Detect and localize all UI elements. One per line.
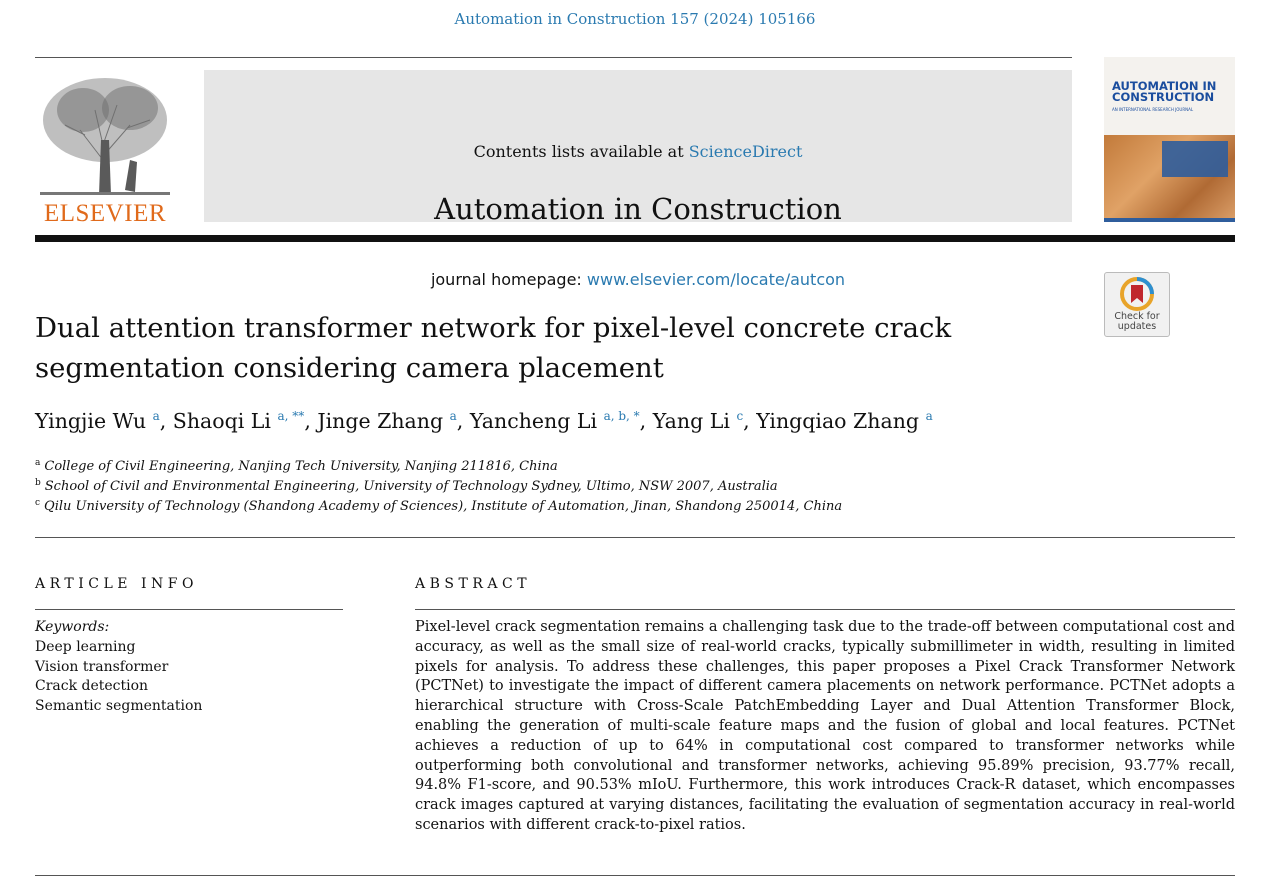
homepage-link[interactable]: www.elsevier.com/locate/autcon [586, 270, 846, 289]
contents-prefix: Contents lists available at [473, 142, 689, 161]
check-updates-icon [1120, 277, 1154, 311]
author-name[interactable]: Shaoqi Li [172, 409, 271, 433]
cover-subtitle: AN INTERNATIONAL RESEARCH JOURNAL [1112, 107, 1194, 112]
header-thick-divider [35, 235, 1235, 242]
elsevier-wordmark: ELSEVIER [43, 200, 167, 227]
cover-image [1104, 135, 1235, 222]
cover-title: AUTOMATION IN CONSTRUCTION [1112, 79, 1217, 104]
title-line: segmentation considering camera placement [35, 352, 664, 384]
sciencedirect-link[interactable]: ScienceDirect [688, 142, 803, 161]
author-affiliation-marker[interactable]: a, ** [277, 409, 305, 424]
section-divider [35, 537, 1235, 538]
author-name[interactable]: Jinge Zhang [317, 409, 444, 433]
check-updates-label: Check for updates [1114, 311, 1160, 332]
cover-panel [1162, 141, 1228, 177]
cover-strip [1104, 218, 1235, 222]
author-affiliation-marker[interactable]: a [925, 409, 933, 424]
keywords-block [35, 618, 202, 717]
journal-reference[interactable]: Automation in Construction 157 (2024) 105166 [454, 10, 816, 28]
abstract-text: Pixel-level crack segmentation remains a challenging task due to the trade-off between computational cost and accuracy, as well as the small size of real-world cracks, typically submillimeter in width, resulting in limited pixels for analysis. To address these challenges, this paper proposes a Pixel Crack Transformer Network (PCTNet) to investigate the impact of different camera placements on network performance. PCTNet adopts a hierarchical structure with Cross-Scale PatchEmbedding Layer and Dual Attention Transformer Block, enabling the generation of multi-scale feature maps and the fusion of global and local features. PCTNet achieves a reduction of up to 64% in computational cost compared to transformer networks while outperforming both convolutional and transformer networks, achieving 95.89% precision, 93.77% recall, 94.8% F1-score, and 90.53% mIoU. Furthermore, this work introduces Crack-R dataset, which encompasses crack images captured at varying distances, facilitating the evaluation of segmentation accuracy in real-world scenarios with different crack-to-pixel ratios. [415, 619, 1235, 833]
author-affiliation-marker[interactable]: a, b, * [603, 409, 640, 424]
author-name[interactable]: Yingjie Wu [35, 409, 147, 433]
affiliation: $^b$ School of Civil and Environmental Engineering, University of Technology Sydney, Ultimo, NSW 2007, Australia [35, 477, 778, 494]
keyword: Semantic segmentation [35, 698, 203, 715]
top-divider [35, 57, 1072, 58]
author-affiliation-marker[interactable]: a [449, 409, 457, 424]
author-affiliation-marker[interactable]: c [736, 409, 744, 424]
affiliation: $^a$ College of Civil Engineering, Nanjing Tech University, Nanjing 211816, China [35, 457, 558, 474]
author-name[interactable]: Yingqiao Zhang [756, 409, 920, 433]
abstract-rule [415, 609, 1235, 610]
journal-name: Automation in Construction [434, 192, 842, 226]
title-line: Dual attention transformer network for pixel-level concrete crack [35, 312, 952, 344]
author-list: Yingjie Wu $^a$, Shaoqi Li $^{a, **}$, Jinge Zhang $^a$, Yancheng Li $^{a, b, *}$, Yang Li $^c$, Yingqiao Zhang $^a$ [35, 409, 933, 433]
article-info-heading: ARTICLE INFO [35, 576, 198, 592]
journal-cover[interactable] [1104, 57, 1235, 222]
contents-line [204, 142, 1072, 161]
article-title [35, 308, 1035, 388]
author-name[interactable]: Yancheng Li [469, 409, 598, 433]
homepage-line [204, 270, 1072, 289]
author-affiliation-marker[interactable]: a [152, 409, 160, 424]
keywords-label: Keywords: [35, 619, 110, 635]
homepage-prefix: journal homepage: [430, 270, 587, 289]
bottom-divider [35, 875, 1235, 876]
check-for-updates-button[interactable] [1104, 272, 1170, 337]
keyword: Crack detection [35, 678, 149, 695]
affiliation: $^c$ Qilu University of Technology (Shandong Academy of Sciences), Institute of Automation, Jinan, Shandong 250014, China [35, 497, 843, 514]
keyword: Deep learning [35, 638, 136, 655]
article-info-rule [35, 609, 343, 610]
keyword: Vision transformer [35, 658, 169, 675]
abstract-heading: ABSTRACT [415, 576, 532, 592]
author-name[interactable]: Yang Li [652, 409, 730, 433]
journal-banner [204, 70, 1072, 289]
